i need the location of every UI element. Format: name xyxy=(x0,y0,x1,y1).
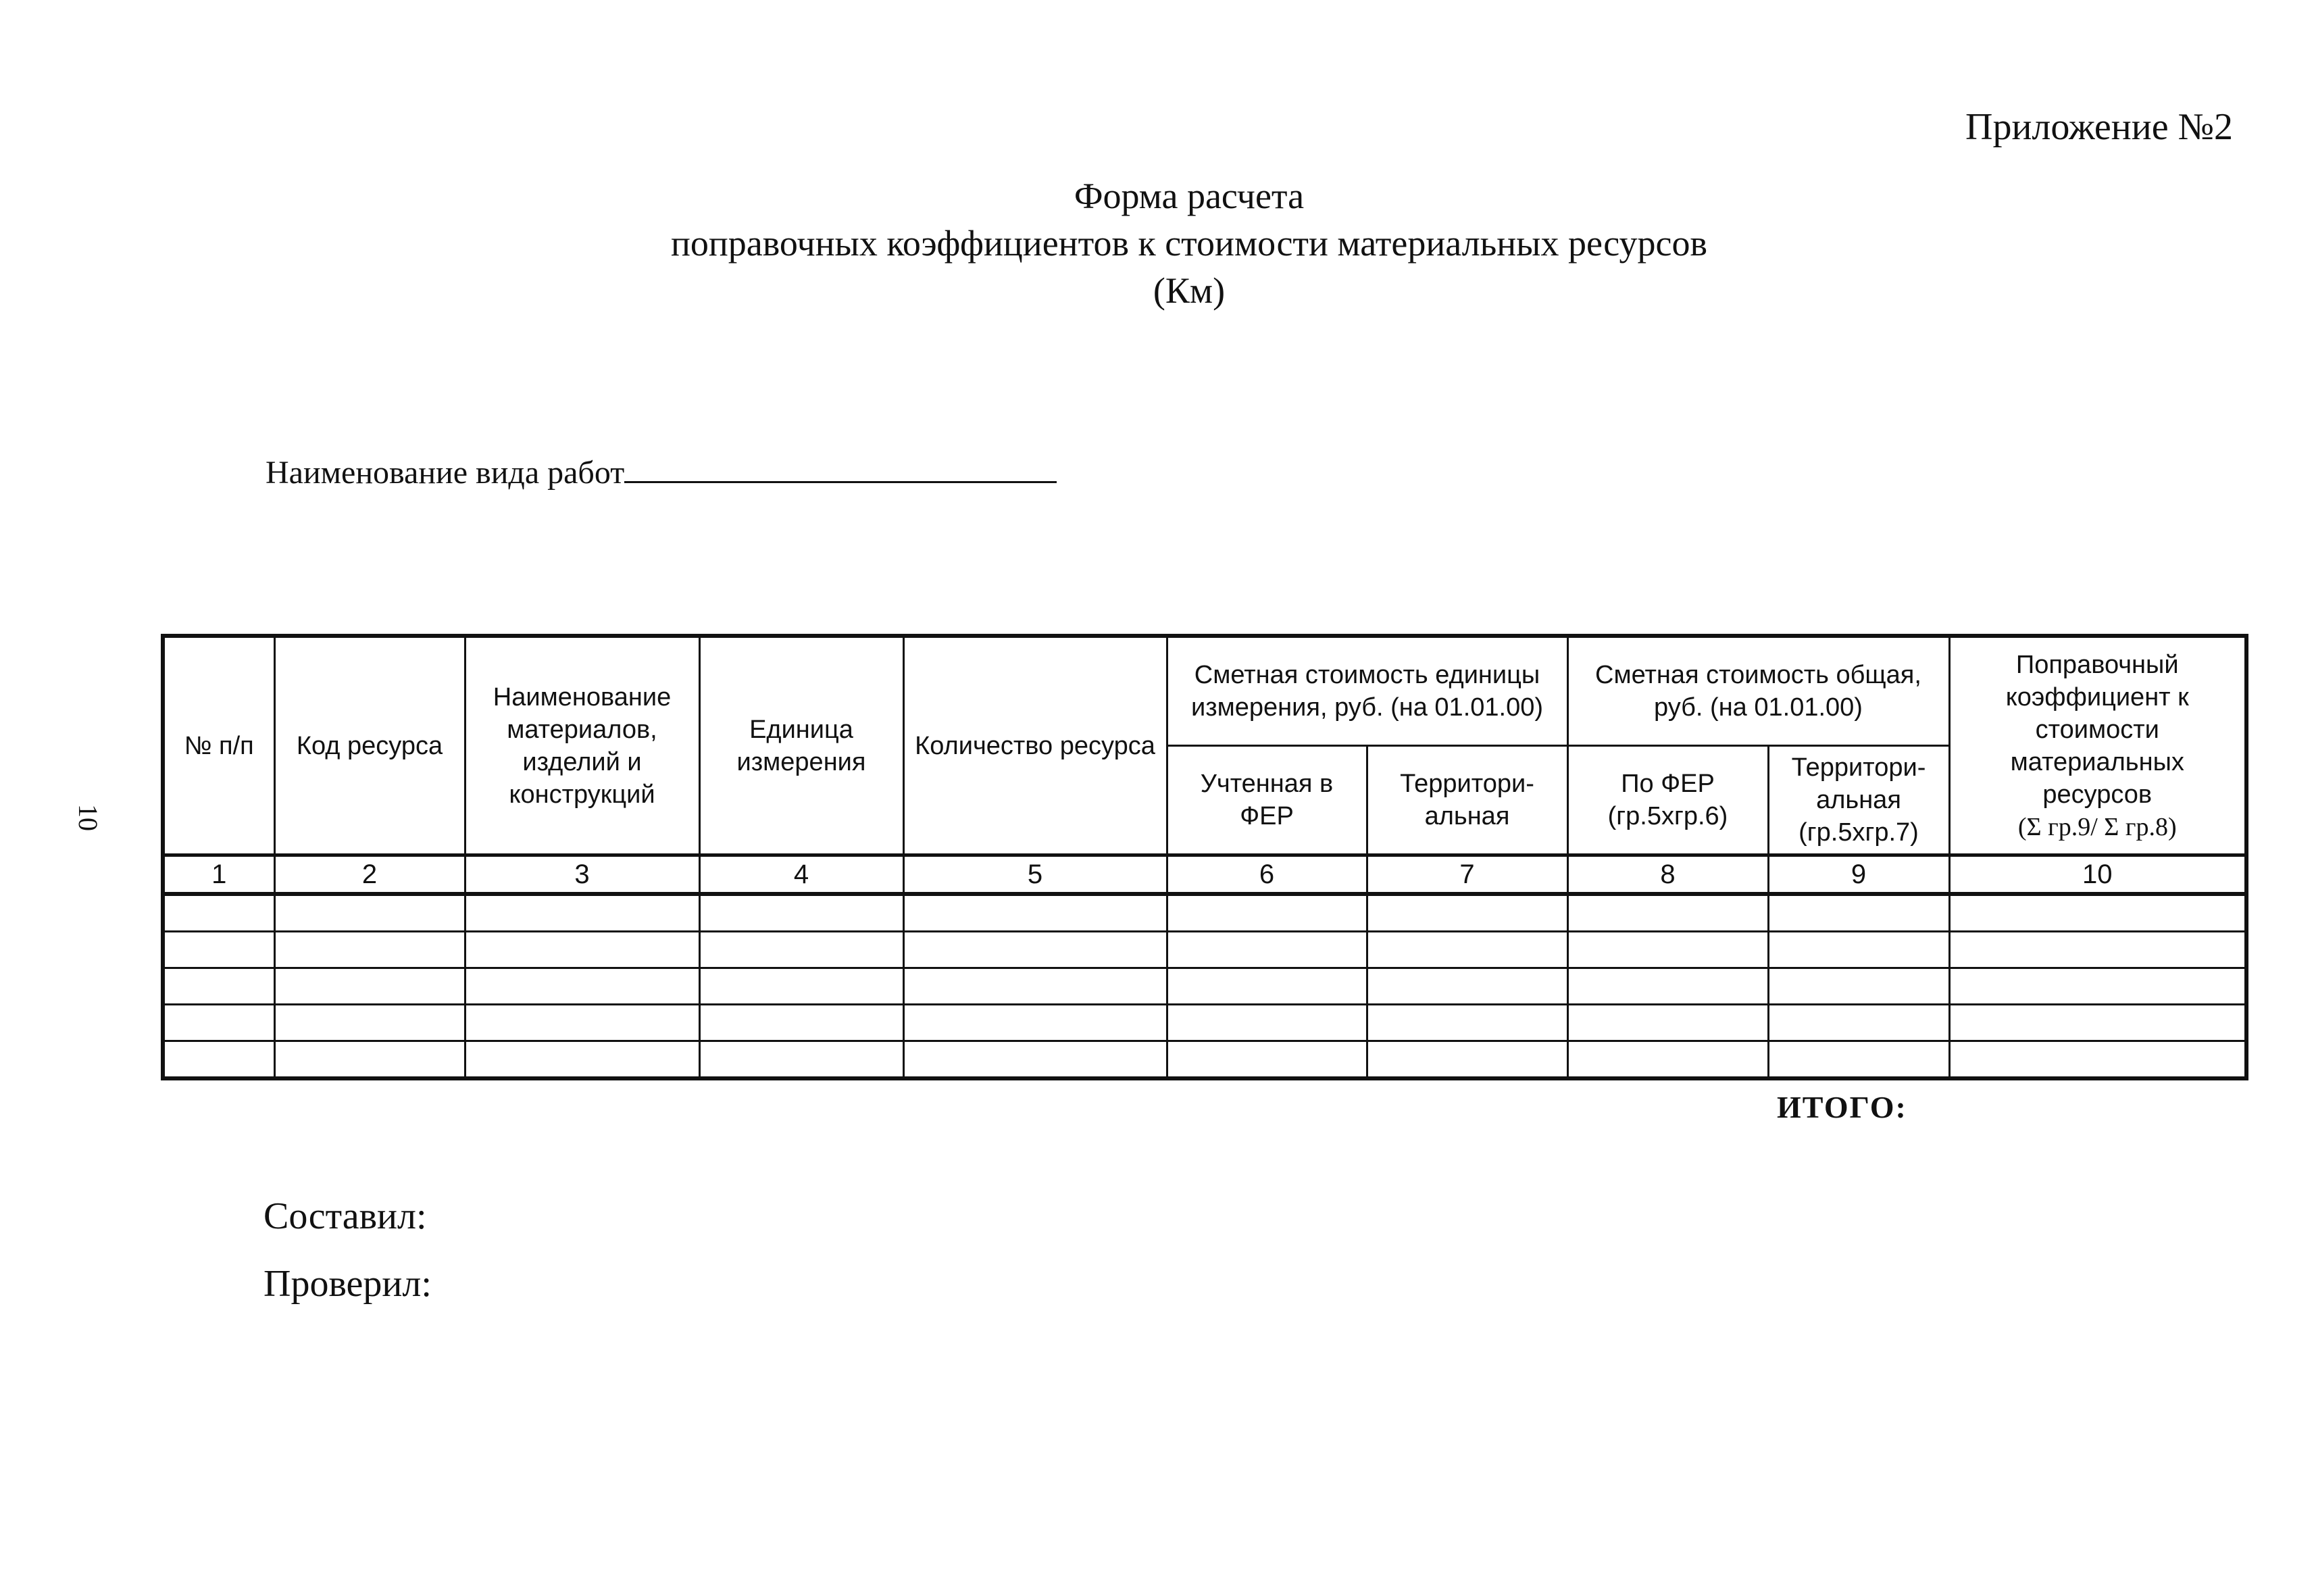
table-cell[interactable] xyxy=(1768,932,1949,968)
column-number: 4 xyxy=(699,855,903,895)
table-cell[interactable] xyxy=(1768,968,1949,1005)
column-number-row xyxy=(163,855,2246,895)
compiled-by-label: Составил: xyxy=(263,1195,427,1237)
table-cell[interactable] xyxy=(1567,932,1768,968)
table-cell[interactable] xyxy=(1167,1041,1367,1079)
header-territorial-total-cost: Территори-альная (гр.5хгр.7) xyxy=(1768,746,1949,855)
table-row xyxy=(163,1041,2246,1079)
table-cell[interactable] xyxy=(1949,1041,2246,1079)
table-cell[interactable] xyxy=(1367,1041,1567,1079)
table-cell[interactable] xyxy=(465,968,699,1005)
column-number: 1 xyxy=(163,855,274,895)
table-cell[interactable] xyxy=(1949,1005,2246,1041)
table-cell[interactable] xyxy=(1567,1041,1768,1079)
header-total-cost-group: Сметная стоимость общая, руб. (на 01.01.00) xyxy=(1567,636,1949,746)
table-cell[interactable] xyxy=(1167,894,1367,932)
table-cell[interactable] xyxy=(1567,968,1768,1005)
header-fer-unit-cost: Учтенная в ФЕР xyxy=(1167,746,1367,855)
form-title xyxy=(581,172,1797,314)
total-label: ИТОГО: xyxy=(1777,1090,1907,1124)
table-cell[interactable] xyxy=(699,1005,903,1041)
table-cell[interactable] xyxy=(903,894,1167,932)
appendix-label: Приложение №2 xyxy=(1965,106,2233,148)
header-territorial-unit-cost: Территори-альная xyxy=(1367,746,1567,855)
table-cell[interactable] xyxy=(1949,968,2246,1005)
calculation-table xyxy=(161,634,2248,1080)
table-cell[interactable] xyxy=(903,1005,1167,1041)
correction-coefficient-formula: (Σ гр.9/ Σ гр.8) xyxy=(2017,812,2177,841)
table-cell[interactable] xyxy=(465,932,699,968)
column-number: 2 xyxy=(274,855,465,895)
header-correction-coefficient xyxy=(1949,636,2246,855)
table-cell[interactable] xyxy=(1949,932,2246,968)
table-cell[interactable] xyxy=(699,932,903,968)
table-cell[interactable] xyxy=(163,932,274,968)
page-number: 10 xyxy=(73,804,103,831)
table-row xyxy=(163,894,2246,932)
column-number: 10 xyxy=(1949,855,2246,895)
work-type-blank-line xyxy=(624,450,1057,483)
table-cell[interactable] xyxy=(903,932,1167,968)
table-cell[interactable] xyxy=(274,968,465,1005)
table-cell[interactable] xyxy=(699,968,903,1005)
header-row-number: № п/п xyxy=(163,636,274,855)
header-resource-code: Код ресурса xyxy=(274,636,465,855)
column-number: 9 xyxy=(1768,855,1949,895)
table-cell[interactable] xyxy=(903,968,1167,1005)
table-cell[interactable] xyxy=(1567,894,1768,932)
column-number: 6 xyxy=(1167,855,1367,895)
column-number: 3 xyxy=(465,855,699,895)
table-cell[interactable] xyxy=(274,1041,465,1079)
checked-by-label: Проверил: xyxy=(263,1263,432,1305)
table-cell[interactable] xyxy=(1367,1005,1567,1041)
table-cell[interactable] xyxy=(1768,894,1949,932)
table-cell[interactable] xyxy=(465,1041,699,1079)
header-unit: Единица измерения xyxy=(699,636,903,855)
table-row xyxy=(163,1005,2246,1041)
table-cell[interactable] xyxy=(274,1005,465,1041)
table-cell[interactable] xyxy=(1768,1005,1949,1041)
table-cell[interactable] xyxy=(1768,1041,1949,1079)
table-cell[interactable] xyxy=(699,894,903,932)
column-number: 8 xyxy=(1567,855,1768,895)
header-material-name: Наименование материалов, изделий и конструкций xyxy=(465,636,699,855)
table-cell[interactable] xyxy=(1567,1005,1768,1041)
table-cell[interactable] xyxy=(903,1041,1167,1079)
header-quantity: Количество ресурса xyxy=(903,636,1167,855)
table-cell[interactable] xyxy=(163,1005,274,1041)
table-cell[interactable] xyxy=(274,932,465,968)
table-row xyxy=(163,932,2246,968)
column-number: 5 xyxy=(903,855,1167,895)
table-row xyxy=(163,968,2246,1005)
title-line-3: (Км) xyxy=(1153,270,1226,311)
table-cell[interactable] xyxy=(163,1041,274,1079)
table-cell[interactable] xyxy=(1367,968,1567,1005)
correction-coefficient-label: Поправочный коэффициент к стоимости материальных ресурсов xyxy=(2005,650,2189,809)
header-unit-cost-group: Сметная стоимость единицы измерения, руб. (на 01.01.00) xyxy=(1167,636,1567,746)
table-cell[interactable] xyxy=(1367,894,1567,932)
work-type-label: Наименование вида работ xyxy=(266,455,625,491)
table-cell[interactable] xyxy=(163,968,274,1005)
table-cell[interactable] xyxy=(274,894,465,932)
title-line-1: Форма расчета xyxy=(1074,176,1305,216)
table-cell[interactable] xyxy=(1367,932,1567,968)
table-cell[interactable] xyxy=(465,1005,699,1041)
title-line-2: поправочных коэффициентов к стоимости материальных ресурсов xyxy=(671,223,1707,264)
table-cell[interactable] xyxy=(1949,894,2246,932)
table-cell[interactable] xyxy=(699,1041,903,1079)
work-type-field xyxy=(266,449,1057,497)
table-cell[interactable] xyxy=(1167,932,1367,968)
table-cell[interactable] xyxy=(163,894,274,932)
table-cell[interactable] xyxy=(1167,1005,1367,1041)
header-fer-total-cost: По ФЕР (гр.5хгр.6) xyxy=(1567,746,1768,855)
column-number: 7 xyxy=(1367,855,1567,895)
table-cell[interactable] xyxy=(1167,968,1367,1005)
table-cell[interactable] xyxy=(465,894,699,932)
